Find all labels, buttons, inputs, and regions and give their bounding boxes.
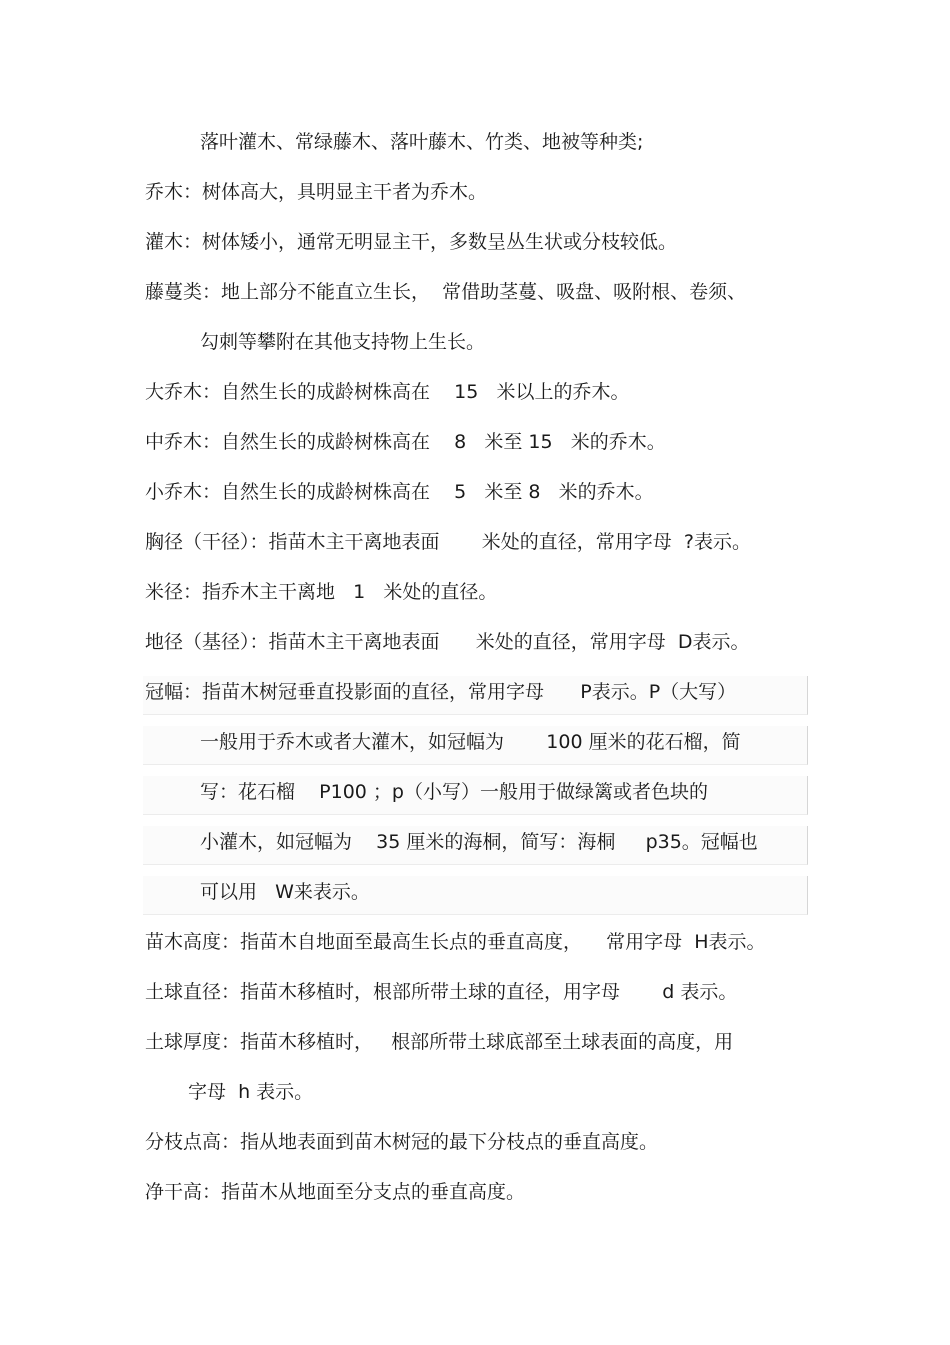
text-line: 落叶灌木、常绿藤木、落叶藤木、竹类、地被等种类; xyxy=(200,131,644,153)
text-line: 藤蔓类：地上部分不能直立生长， 常借助茎蔓、吸盘、吸附根、卷须、 xyxy=(145,281,747,303)
text-line: 勾刺等攀附在其他支持物上生长。 xyxy=(200,331,486,353)
text-line: 土球厚度：指苗木移植时， 根部所带土球底部至土球表面的高度，用 xyxy=(145,1031,734,1053)
text-line: 小乔木：自然生长的成龄树株高在 5 米至 8 米的乔木。 xyxy=(145,481,654,503)
text-line: 可以用 W来表示。 xyxy=(200,881,370,903)
text-line: 净干高：指苗木从地面至分支点的垂直高度。 xyxy=(145,1181,526,1203)
text-line: 分枝点高：指从地表面到苗木树冠的最下分枝点的垂直高度。 xyxy=(145,1131,659,1153)
text-line: 米径：指乔木主干离地 1 米处的直径。 xyxy=(145,581,498,603)
text-line: 灌木：树体矮小，通常无明显主干，多数呈丛生状或分枝较低。 xyxy=(145,231,678,253)
text-line: 大乔木：自然生长的成龄树株高在 15 米以上的乔木。 xyxy=(145,381,630,403)
text-line: 一般用于乔木或者大灌木，如冠幅为 100 厘米的花石榴，简 xyxy=(200,731,741,753)
text-line: 乔木：树体高大，具明显主干者为乔木。 xyxy=(145,181,488,203)
text-line: 小灌木，如冠幅为 35 厘米的海桐，简写：海桐 p35。冠幅也 xyxy=(200,831,758,853)
text-line: 胸径（干径）：指苗木主干离地表面 米处的直径，常用字母 ?表示。 xyxy=(145,531,751,553)
text-line: 中乔木：自然生长的成龄树株高在 8 米至 15 米的乔木。 xyxy=(145,431,666,453)
text-line: 土球直径：指苗木移植时，根部所带土球的直径，用字母 d 表示。 xyxy=(145,981,738,1003)
text-line: 地径（基径）：指苗木主干离地表面 米处的直径，常用字母 D表示。 xyxy=(145,631,750,653)
text-line: 字母 h 表示。 xyxy=(188,1081,314,1103)
text-line: 苗木高度：指苗木自地面至最高生长点的垂直高度， 常用字母 H表示。 xyxy=(145,931,766,953)
text-line: 写：花石榴 P100 ；p（小写）一般用于做绿篱或者色块的 xyxy=(200,781,708,803)
text-line: 冠幅：指苗木树冠垂直投影面的直径，常用字母 P表示。P（大写） xyxy=(145,681,737,703)
